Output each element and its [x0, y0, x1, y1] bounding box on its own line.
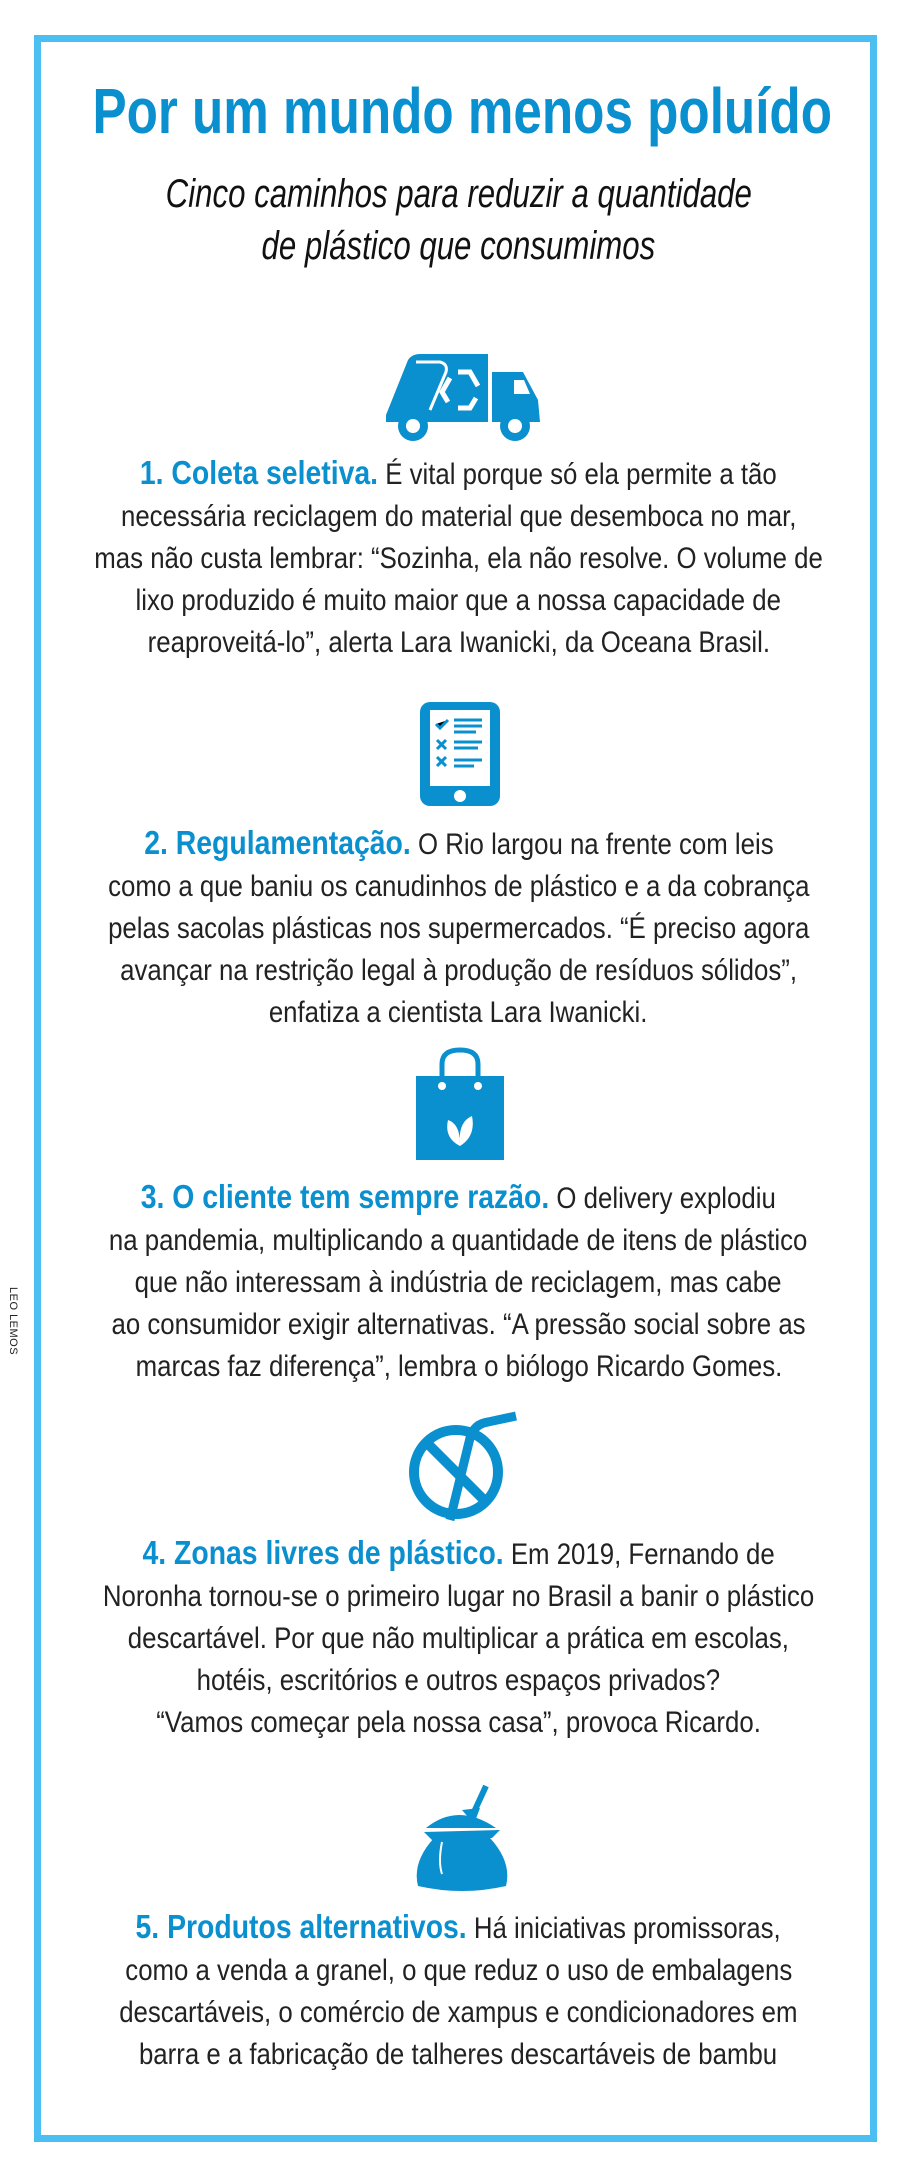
body-text: O delivery explodiu: [549, 1182, 777, 1215]
body-text: hotéis, escritórios e outros espaços privados?: [196, 1664, 721, 1697]
text-line: [0, 1532, 917, 1576]
text-line: [0, 496, 917, 538]
body-text: mas não custa lembrar: “Sozinha, ela não resolve. O volume de: [94, 542, 823, 575]
credit-text: LEO LEMOS: [7, 1287, 19, 1356]
body-text: pelas sacolas plásticas nos supermercados. “É preciso agora: [107, 912, 810, 945]
section-2: [0, 822, 917, 1034]
page-title: [0, 76, 917, 146]
text-line: [0, 822, 917, 866]
subtitle-line: Cinco caminhos para reduzir a quantidade: [165, 172, 752, 216]
text-line-content: [109, 1220, 808, 1262]
no-straw-icon: [404, 1410, 520, 1526]
text-line: [0, 1346, 917, 1388]
text-line: [0, 580, 917, 622]
body-text: Há iniciativas promissoras,: [467, 1912, 782, 1945]
section-heading: 2. Regulamentação.: [143, 824, 411, 861]
text-line: [0, 1660, 917, 1702]
body-text: É vital porque só ela permite a tão: [378, 458, 777, 491]
text-line: [0, 866, 917, 908]
checklist-clipboard-icon: [418, 700, 502, 808]
text-line: [0, 452, 917, 496]
text-line: [0, 908, 917, 950]
text-line: [0, 1262, 917, 1304]
title-text: Por um mundo menos poluído: [92, 75, 832, 147]
text-line-content: [141, 1176, 776, 1220]
text-line-content: [142, 1532, 774, 1576]
text-line-content: [136, 1906, 781, 1950]
text-line-content: [94, 538, 823, 580]
text-line: [0, 1304, 917, 1346]
text-line: [0, 1220, 917, 1262]
text-line-content: [139, 2034, 777, 2076]
body-text: lixo produzido é muito maior que a nossa capacidade de: [135, 584, 782, 617]
bulk-grain-sack-icon: [412, 1782, 512, 1894]
body-text: enfatiza a cientista Lara Iwanicki.: [269, 996, 648, 1029]
body-text: na pandemia, multiplicando a quantidade de itens de plástico: [109, 1224, 808, 1257]
text-line-content: [197, 1660, 720, 1702]
text-line-content: [136, 580, 781, 622]
section-heading: 5. Produtos alternativos.: [135, 1908, 468, 1945]
section-5: [0, 1906, 917, 2076]
text-line: [0, 1702, 917, 1744]
text-line-content: [120, 950, 797, 992]
section-3: [0, 1176, 917, 1388]
text-line-content: [269, 992, 648, 1034]
text-line-content: [144, 822, 773, 866]
text-line-content: [156, 1702, 761, 1744]
eco-shopping-bag-icon: [414, 1046, 506, 1162]
body-text: reaproveitá-lo”, alerta Lara Iwanicki, da Oceana Brasil.: [147, 626, 770, 659]
text-line-content: [108, 908, 809, 950]
text-line: [0, 1906, 917, 1950]
text-line: [0, 1992, 917, 2034]
subtitle: [0, 168, 917, 272]
body-text: barra e a fabricação de talheres descartáveis de bambu: [139, 2038, 778, 2071]
body-text: como a venda a granel, o que reduz o uso de embalagens: [125, 1954, 792, 1987]
body-text: necessária reciclagem do material que desemboca no mar,: [120, 500, 797, 533]
body-text: marcas faz diferença”, lembra o biólogo Ricardo Gomes.: [135, 1350, 782, 1383]
text-line-content: [108, 866, 809, 908]
section-1: [0, 452, 917, 664]
text-line: [0, 950, 917, 992]
text-line-content: [128, 1618, 789, 1660]
text-line-content: [121, 496, 796, 538]
body-text: ao consumidor exigir alternativas. “A pressão social sobre as: [111, 1308, 806, 1341]
text-line: [0, 622, 917, 664]
text-line-content: [147, 622, 769, 664]
body-text: avançar na restrição legal à produção de resíduos sólidos”,: [120, 954, 797, 987]
section-heading: 1. Coleta seletiva.: [140, 454, 379, 491]
text-line: [0, 1576, 917, 1618]
recycling-truck-icon: [378, 350, 548, 442]
text-line: [0, 1176, 917, 1220]
body-text: que não interessam à indústria de reciclagem, mas cabe: [135, 1266, 782, 1299]
text-line: [0, 1950, 917, 1992]
body-text: descartável. Por que não multiplicar a prática em escolas,: [127, 1622, 790, 1655]
body-text: Em 2019, Fernando de: [503, 1538, 775, 1571]
body-text: como a que baniu os canudinhos de plástico e a da cobrança: [107, 870, 810, 903]
text-line-content: [111, 1304, 805, 1346]
text-line-content: [125, 1950, 792, 1992]
text-line-content: [135, 1346, 782, 1388]
section-4: [0, 1532, 917, 1744]
text-line-content: [103, 1576, 814, 1618]
text-line-content: [135, 1262, 782, 1304]
section-heading: 3. O cliente tem sempre razão.: [140, 1178, 550, 1215]
section-heading: 4. Zonas livres de plástico.: [142, 1534, 504, 1571]
text-line: [0, 1618, 917, 1660]
text-line-content: [119, 1992, 797, 2034]
text-line: [0, 992, 917, 1034]
body-text: Noronha tornou-se o primeiro lugar no Brasil a banir o plástico: [102, 1580, 815, 1613]
body-text: O Rio largou na frente com leis: [410, 828, 774, 861]
text-line: [0, 538, 917, 580]
body-text: descartáveis, o comércio de xampus e condicionadores em: [119, 1996, 798, 2029]
subtitle-line: de plástico que consumimos: [261, 224, 656, 268]
body-text: “Vamos começar pela nossa casa”, provoca Ricardo.: [156, 1706, 761, 1739]
text-line: [0, 2034, 917, 2076]
text-line-content: [140, 452, 777, 496]
